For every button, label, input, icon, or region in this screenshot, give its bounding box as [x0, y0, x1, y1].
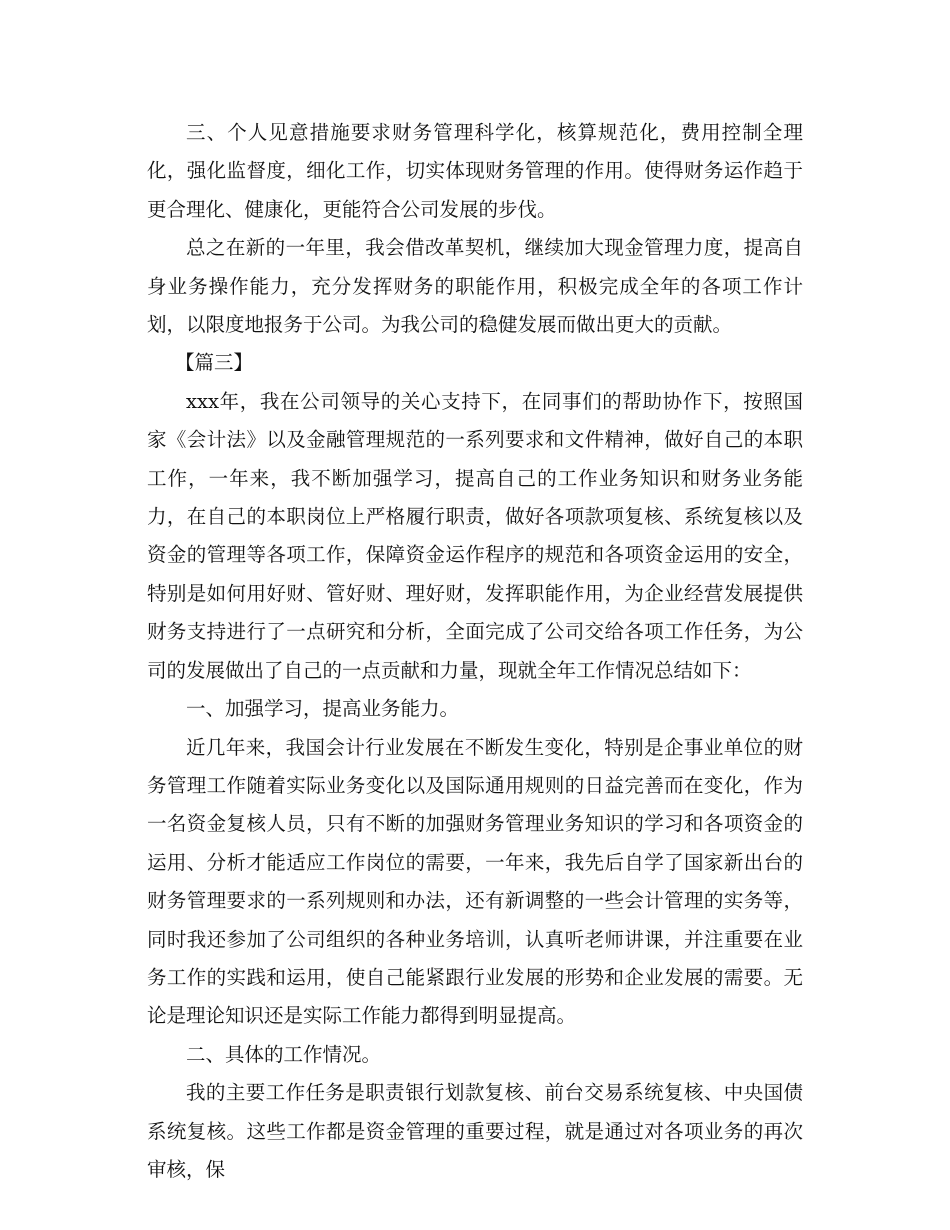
paragraph-work: 我的主要工作任务是职责银行划款复核、前台交易系统复核、中央国债系统复核。这些工作都是资金管理的重要过程，就是通过对各项业务的再次审核，保: [147, 1081, 803, 1181]
document-page: [147, 114, 803, 1189]
section-heading: 【篇三】: [175, 351, 254, 375]
paragraph-intro: xxx年，我在公司领导的关心支持下，在同事们的帮助协作下，按照国家《会计法》以及金融管理规范的一系列要求和文件精神，做好自己的本职工作，一年来，我不断加强学习，提高自己的工作业务知识和财务业务能力，在自己的本职岗位上严格履行职责，做好各项款项复核、系统复核以及资金的管理等各项工作，保障资金运作程序的规范和各项资金运用的安全，特别是如何用好财、管好财、理好财，发挥职能作用，为企业经营发展提供财务支持进行了一点研究和分析，全面完成了公司交给各项工作任务，为公司的发展做出了自己的一点贡献和力量，现就全年工作情况总结如下：: [147, 389, 803, 682]
subheading-work: 二、具体的工作情况。: [186, 1042, 382, 1066]
paragraph-measures: 三、个人见意措施要求财务管理科学化，核算规范化，费用控制全理化，强化监督度，细化工作，切实体现财务管理的作用。使得财务运作趋于更合理化、健康化，更能符合公司发展的步伐。: [147, 121, 803, 221]
paragraph-study: 近几年来，我国会计行业发展在不断发生变化，特别是企事业单位的财务管理工作随着实际业务变化以及国际通用规则的日益完善而在变化，作为一名资金复核人员，只有不断的加强财务管理业务知识的学习和各项资金的运用、分析才能适应工作岗位的需要，一年来，我先后自学了国家新出台的财务管理要求的一系列规则和办法，还有新调整的一些会计管理的实务等，同时我还参加了公司组织的各种业务培训，认真听老师讲课，并注重要在业务工作的实践和运用，使自己能紧跟行业发展的形势和企业发展的需要。无论是理论知识还是实际工作能力都得到明显提高。: [147, 735, 803, 1028]
paragraph-conclusion: 总之在新的一年里，我会借改革契机，继续加大现金管理力度，提高自身业务操作能力，充分发挥财务的职能作用，积极完成全年的各项工作计划，以限度地报务于公司。为我公司的稳健发展而做出更大的贡献。: [147, 236, 803, 337]
subheading-study: 一、加强学习，提高业务能力。: [186, 697, 460, 721]
